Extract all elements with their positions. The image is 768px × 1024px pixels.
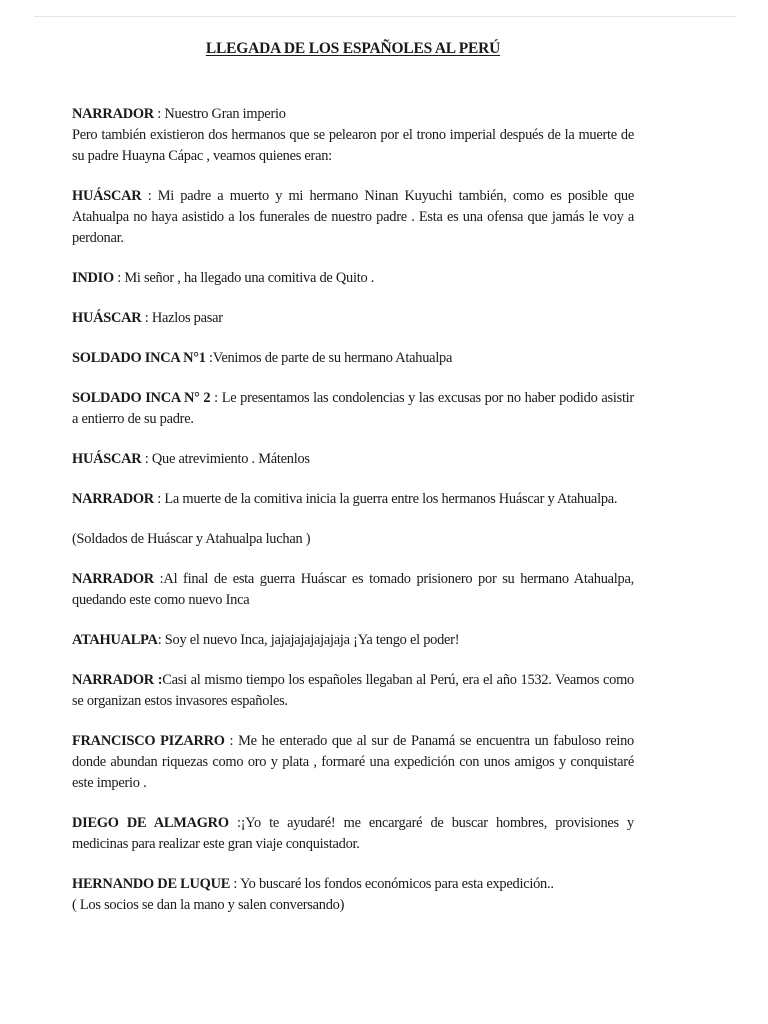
dialogue-continuation: Pero también existieron dos hermanos que se pelearon por el trono imperial después de la muerte de su padre Huayna Cápac , veamos quienes eran: bbox=[72, 127, 634, 164]
dialogue-text: : Le presentamos las condolencias y las excusas por no haber podido asistir a entierro de su padre. bbox=[72, 390, 634, 427]
dialogue-paragraph bbox=[72, 268, 634, 289]
speaker-name: HUÁSCAR bbox=[72, 310, 142, 326]
dialogue-paragraph bbox=[72, 308, 634, 329]
dialogue-text: :Al final de esta guerra Huáscar es tomado prisionero por su hermano Atahualpa, quedando este como nuevo Inca bbox=[72, 571, 634, 608]
dialogue-paragraph bbox=[72, 874, 634, 916]
dialogue-text: : Mi señor , ha llegado una comitiva de Quito . bbox=[113, 270, 375, 286]
dialogue-text: : La muerte de la comitiva inicia la guerra entre los hermanos Huáscar y Atahualpa. bbox=[153, 491, 618, 507]
speaker-name: ATAHUALPA bbox=[72, 632, 158, 648]
speaker-name: NARRADOR bbox=[72, 106, 154, 122]
dialogue-paragraph bbox=[72, 731, 634, 794]
dialogue-text: Casi al mismo tiempo los españoles llegaban al Perú, era el año 1532. Veamos como se organizan estos invasores españoles. bbox=[72, 672, 634, 709]
stage-direction-text: (Soldados de Huáscar y Atahualpa luchan ) bbox=[72, 531, 311, 547]
dialogue-paragraph bbox=[72, 388, 634, 430]
speaker-name: NARRADOR bbox=[72, 491, 154, 507]
dialogue-paragraph bbox=[72, 630, 634, 651]
dialogue-text: : Yo buscaré los fondos económicos para esta expedición.. bbox=[230, 876, 554, 892]
dialogue-paragraph bbox=[72, 813, 634, 855]
speaker-name: NARRADOR : bbox=[72, 672, 163, 688]
dialogue-paragraph bbox=[72, 348, 634, 369]
speaker-name: NARRADOR bbox=[72, 571, 154, 587]
document-title: LLEGADA DE LOS ESPAÑOLES AL PERÚ bbox=[205, 40, 501, 57]
dialogue-paragraph bbox=[72, 104, 634, 167]
speaker-name: DIEGO DE ALMAGRO bbox=[72, 815, 229, 831]
stage-direction-text: ( Los socios se dan la mano y salen conversando) bbox=[72, 897, 345, 913]
dialogue-text: : Soy el nuevo Inca, jajajajajajajaja ¡Ya tengo el poder! bbox=[157, 632, 460, 648]
document-page bbox=[72, 40, 634, 935]
speaker-name: SOLDADO INCA N°1 bbox=[72, 350, 206, 366]
dialogue-text: : Nuestro Gran imperio bbox=[153, 106, 286, 122]
speaker-name: SOLDADO INCA N° 2 bbox=[72, 390, 211, 406]
dialogue-paragraph bbox=[72, 186, 634, 249]
page-top-border bbox=[34, 16, 736, 17]
dialogue-paragraph bbox=[72, 569, 634, 611]
speaker-name: HERNANDO DE LUQUE bbox=[72, 876, 231, 892]
speaker-name: HUÁSCAR bbox=[72, 188, 142, 204]
speaker-name: HUÁSCAR bbox=[72, 451, 142, 467]
dialogue-text: :¡Yo te ayudaré! me encargaré de buscar hombres, provisiones y medicinas para realizar este gran viaje conquistador. bbox=[72, 815, 634, 852]
dialogue-paragraph bbox=[72, 670, 634, 712]
dialogue-text: : Hazlos pasar bbox=[141, 310, 223, 326]
stage-direction bbox=[72, 529, 634, 550]
dialogue-list bbox=[72, 104, 634, 916]
dialogue-text: : Me he enterado que al sur de Panamá se encuentra un fabuloso reino donde abundan riquezas como oro y plata , formaré una expedición con unos amigos y conquistaré este imperio . bbox=[72, 733, 634, 791]
dialogue-paragraph bbox=[72, 489, 634, 510]
speaker-name: FRANCISCO PIZARRO bbox=[72, 733, 225, 749]
dialogue-paragraph bbox=[72, 449, 634, 470]
dialogue-text: :Venimos de parte de su hermano Atahualpa bbox=[205, 350, 453, 366]
dialogue-text: : Mi padre a muerto y mi hermano Ninan Kuyuchi también, como es posible que Atahualpa no haya asistido a los funerales de nuestro padre . Esta es una ofensa que jamás le voy a perdonar. bbox=[72, 188, 634, 246]
dialogue-text: : Que atrevimiento . Mátenlos bbox=[141, 451, 310, 467]
speaker-name: INDIO bbox=[72, 270, 114, 286]
